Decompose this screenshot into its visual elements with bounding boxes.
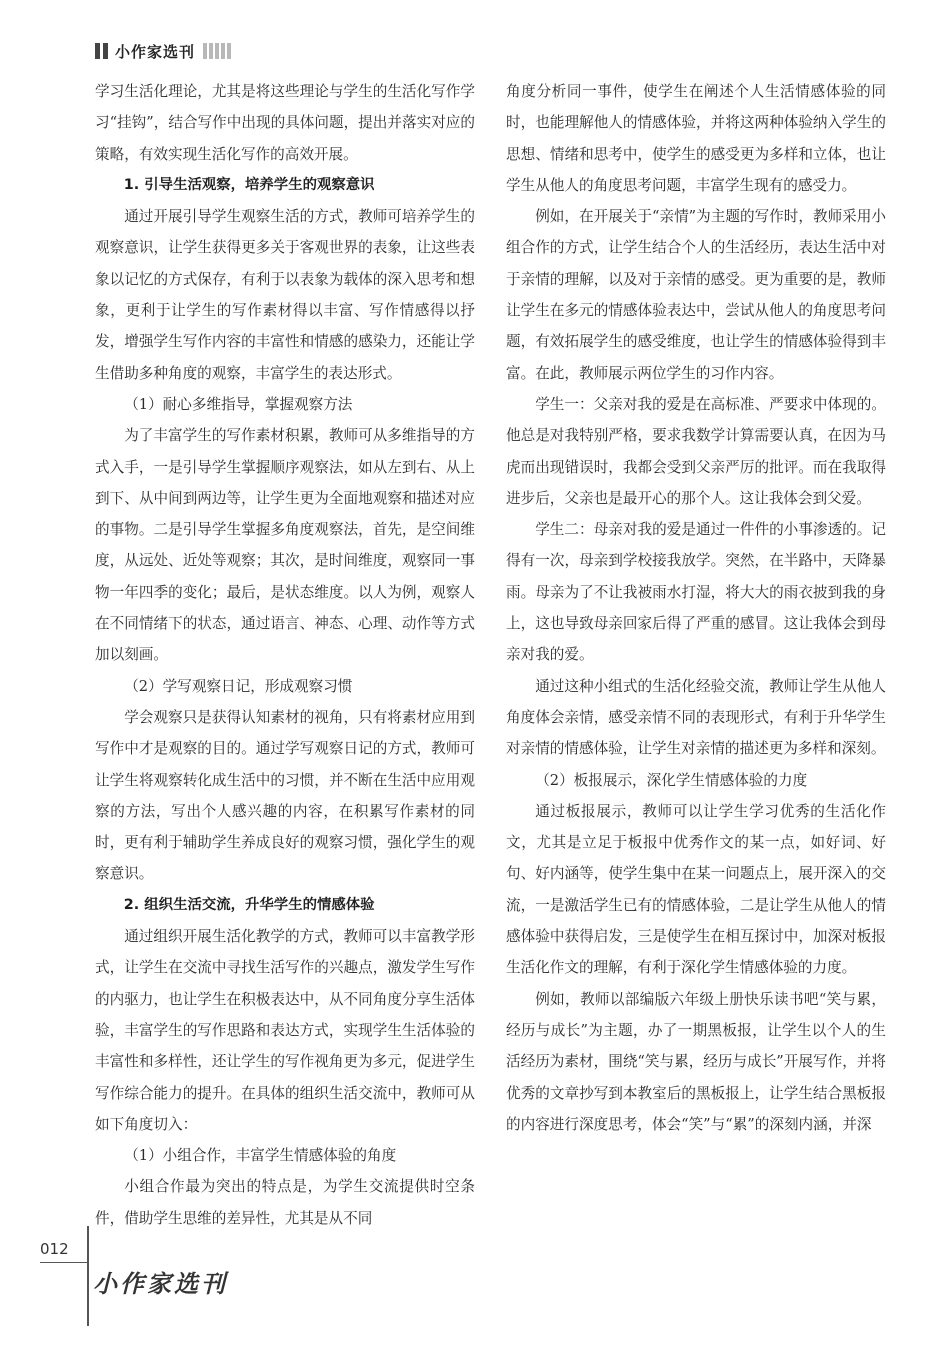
section-heading: 2. 组织生活交流，升华学生的情感体验 (123, 896, 375, 913)
paragraph: 例如，在开展关于“亲情”为主题的写作时，教师采用小组合作的方式，让学生结合个人的生活经历，表达生活中对于亲情的理解，以及对于亲情的感受。更为重要的是，教师让学生在多元的情感体验表达中，尝试从他人的角度思考问题，有效拓展学生的感受维度，也让学生的情感体验得到丰富。在此，教师展示两位学生的习作内容。 (506, 208, 886, 382)
header-bar-icon (227, 43, 231, 59)
paragraph: 角度分析同一事件，使学生在阐述个人生活情感体验的同时，也能理解他人的情感体验，并将这两种体验纳入学生的思想、情绪和思考中，使学生的感受更为多样和立体，也让学生从他人的角度思考问题，丰富学生现有的感受力。 (506, 83, 886, 194)
footer-rule (40, 1262, 88, 1263)
footer-divider (87, 1226, 89, 1326)
paragraph: 学会观察只是获得认知素材的视角，只有将素材应用到写作中才是观察的目的。通过学写观察日记的方式，教师可让学生将观察转化成生活中的习惯，并不断在生活中应用观察的方法，写出个人感兴趣的内容，在积累写作素材的同时，更有利于辅助学生养成良好的观察习惯，强化学生的观察意识。 (95, 708, 475, 883)
paragraph: 通过这种小组式的生活化经验交流，教师让学生从他人角度体会亲情，感受亲情不同的表现形式，有利于升华学生对亲情的情感体验，让学生对亲情的描述更为多样和深刻。 (506, 677, 886, 758)
left-column (95, 76, 475, 1234)
paragraph: 学习生活化理论，尤其是将这些理论与学生的生活化写作学习“挂钩”，结合写作中出现的具体问题，提出并落实对应的策略，有效实现生活化写作的高效开展。 (95, 83, 475, 163)
footer-logo: 小作家选刊 (93, 1269, 228, 1298)
header-bar-icon (103, 43, 108, 59)
paragraph: 例如，教师以部编版六年级上册快乐读书吧“笑与累，经历与成长”为主题，办了一期黑板报，让学生以个人的生活经历为素材，围绕“笑与累，经历与成长”开展写作，并将优秀的文章抄写到本教室后的黑板报上，让学生结合黑板报的内容进行深度思考，体会“笑”与“累”的深刻内涵，并深 (506, 990, 886, 1133)
paragraph: 通过板报展示，教师可以让学生学习优秀的生活化作文，尤其是立足于板报中优秀作文的某一点，如好词、好句、好内涵等，使学生集中在某一问题点上，展开深入的交流，一是激活学生已有的情感体验，二是让学生从他人的情感体验中获得启发，三是使学生在相互探讨中，加深对板报生活化作文的理解，有利于深化学生情感体验的力度。 (506, 802, 886, 977)
paragraph: 通过组织开展生活化教学的方式，教师可以丰富教学形式，让学生在交流中寻找生活写作的兴趣点，激发学生写作的内驱力，也让学生在积极表达中，从不同角度分享生活体验，丰富学生的写作思路和表达方式，实现学生生活体验的丰富性和多样性，还让学生的写作视角更为多元，促进学生写作综合能力的提升。在具体的组织生活交流中，教师可从如下角度切入： (95, 928, 475, 1133)
paragraph: 为了丰富学生的写作素材积累，教师可从多维指导的方式入手，一是引导学生掌握顺序观察法，如从左到右、从上到下、从中间到两边等，让学生更为全面地观察和描述对应的事物。二是引导学生掌握多角度观察法，首先，是空间维度，从远处、近处等观察；其次，是时间维度，观察同一事物一年四季的变化；最后，是状态维度。以人为例，观察人在不同情绪下的状态，通过语言、神态、心理、动作等方式加以刻画。 (95, 427, 475, 664)
paragraph: 小组合作最为突出的特点是，为学生交流提供时空条件，借助学生思维的差异性，尤其是从不同 (95, 1178, 475, 1227)
subsection-heading: （1）小组合作，丰富学生情感体验的角度 (124, 1147, 397, 1165)
section-heading: 1. 引导生活观察，培养学生的观察意识 (123, 176, 375, 193)
header-bar-icon (221, 43, 225, 59)
paragraph: 学生二：母亲对我的爱是通过一件件的小事渗透的。记得有一次，母亲到学校接我放学。突然，在半路中，天降暴雨。母亲为了不让我被雨水打湿，将大大的雨衣披到我的身上，这也导致母亲回家后得了严重的感冒。这让我体会到母亲对我的爱。 (506, 521, 886, 664)
page-number: 012 (40, 1240, 69, 1258)
right-column (506, 76, 886, 1140)
subsection-heading: （2）学写观察日记，形成观察习惯 (124, 677, 353, 695)
paragraph: 通过开展引导学生观察生活的方式，教师可培养学生的观察意识，让学生获得更多关于客观世界的表象，让这些表象以记忆的方式保存，有利于以表象为载体的深入思考和想象，更利于让学生的写作素材得以丰富、写作情感得以抒发，增强学生写作内容的丰富性和情感的感染力，还能让学生借助多种角度的观察，丰富学生的表达形式。 (95, 208, 475, 382)
header-bar-icon (203, 43, 207, 59)
subsection-heading: （1）耐心多维指导，掌握观察方法 (124, 395, 353, 413)
page-header (95, 40, 233, 62)
subsection-heading: （2）板报展示，深化学生情感体验的力度 (535, 771, 808, 789)
header-bar-icon (215, 43, 219, 59)
journal-title: 小作家选刊 (115, 42, 196, 61)
header-bar-icon (95, 43, 100, 59)
header-bar-icon (209, 43, 213, 59)
paragraph: 学生一：父亲对我的爱是在高标准、严要求中体现的。他总是对我特别严格，要求我数学计算需要认真，在因为马虎而出现错误时，我都会受到父亲严厉的批评。而在我取得进步后，父亲也是最开心的那个人。这让我体会到父爱。 (506, 395, 886, 507)
